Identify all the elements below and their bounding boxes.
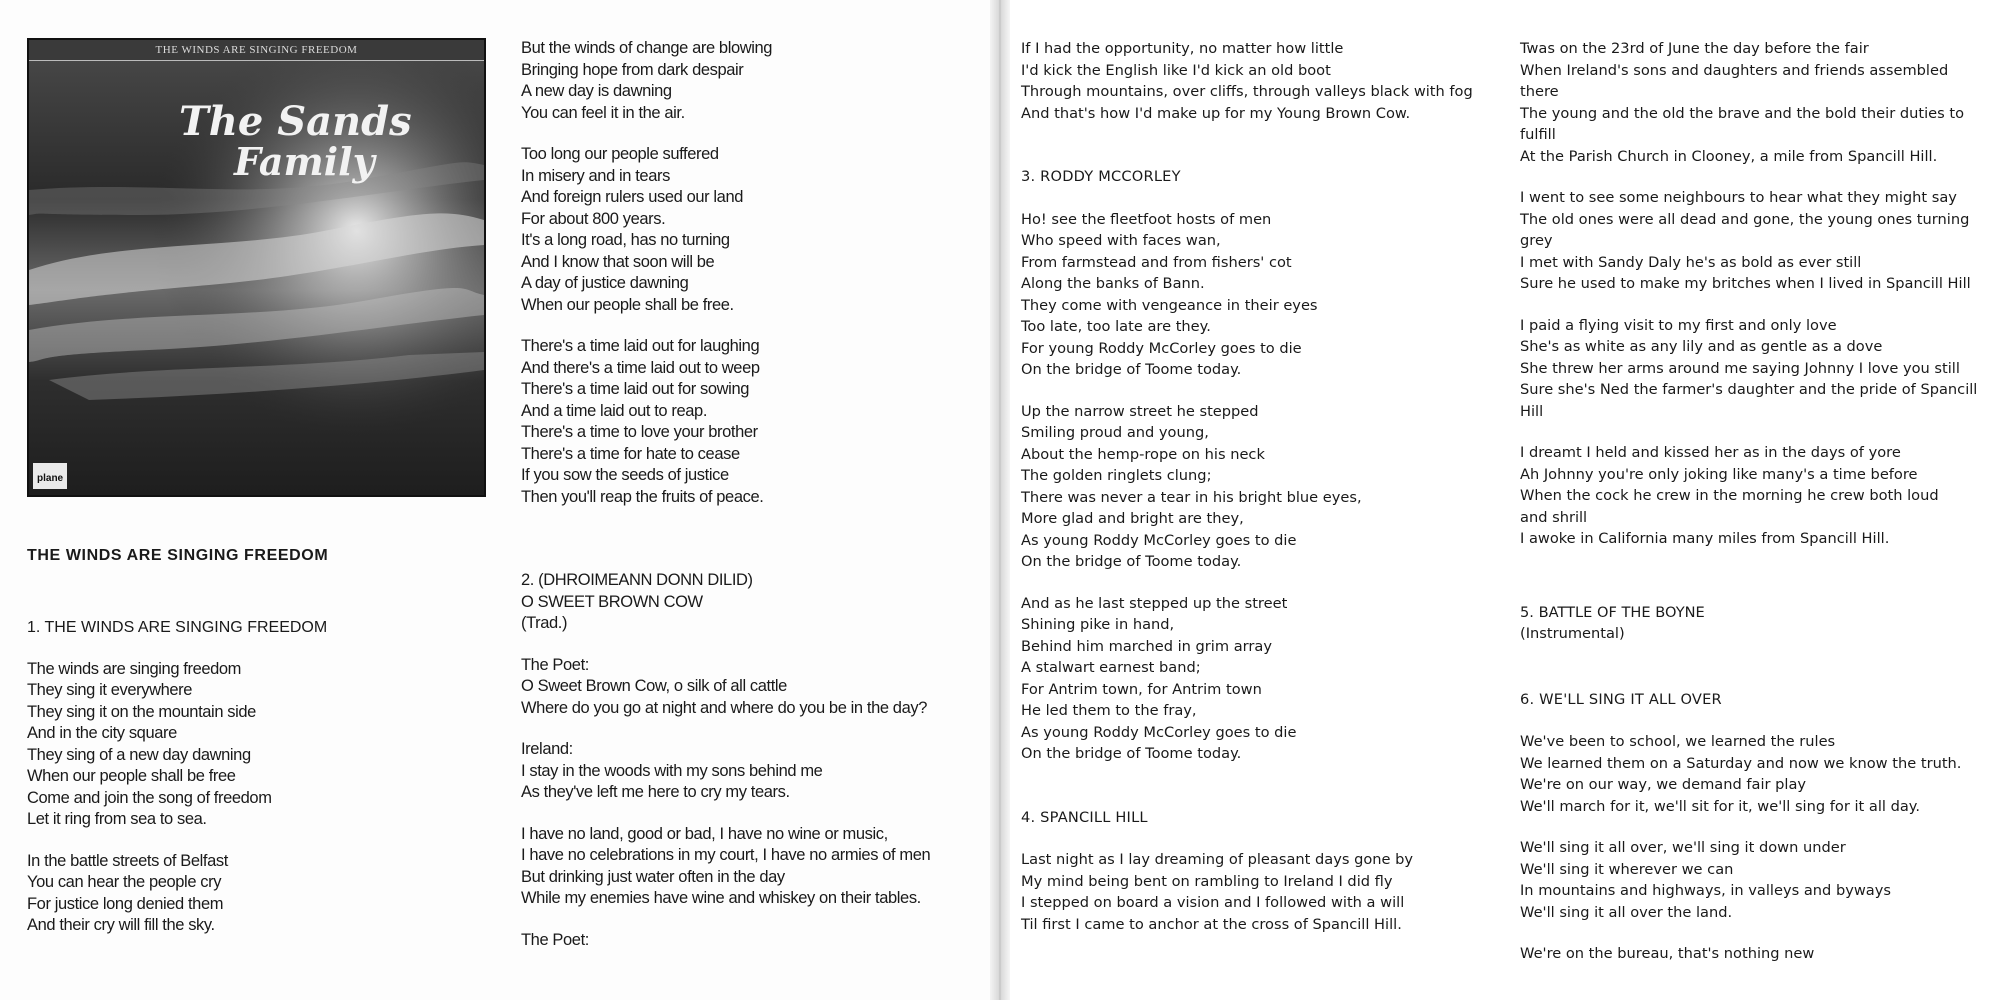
lyric-line: When our people shall be free. bbox=[521, 295, 734, 314]
lyric-line: As they've left me here to cry my tears. bbox=[521, 783, 790, 801]
lyric-line: And a time laid out to reap. bbox=[521, 401, 708, 420]
lyric-line: Let it ring from sea to sea. bbox=[27, 810, 207, 828]
song-title: 4. SPANCILL HILL bbox=[1021, 808, 1148, 826]
lyric-line: I awoke in California many miles from Spancill Hill. bbox=[1520, 530, 1890, 547]
lyric-line: The old ones were all dead and gone, the young ones turning bbox=[1520, 210, 1970, 228]
lyric-line: As young Roddy McCorley goes to die bbox=[1021, 531, 1297, 549]
lyric-line: He led them to the fray, bbox=[1021, 702, 1197, 719]
song-title-line: O SWEET BROWN COW bbox=[521, 592, 703, 611]
lyric-line: In mountains and highways, in valleys and byways bbox=[1520, 882, 1891, 899]
song-title: 3. RODDY MCCORLEY bbox=[1021, 168, 1181, 185]
lyric-line: Smiling proud and young, bbox=[1021, 424, 1209, 441]
song-title bbox=[1520, 602, 1990, 645]
lyric-line: As young Roddy McCorley goes to die bbox=[1021, 723, 1297, 741]
cover-logo-line1: The Sands bbox=[179, 98, 412, 145]
lyric-line: They come with vengeance in their eyes bbox=[1021, 296, 1318, 314]
lyric-line: My mind being bent on rambling to Ireland I did fly bbox=[1021, 872, 1393, 890]
cover-logo-line2: Family bbox=[234, 139, 375, 184]
stanza bbox=[521, 336, 991, 508]
stanza bbox=[1021, 38, 1501, 124]
lyric-line: When our people shall be free bbox=[27, 767, 236, 785]
lyric-line: I dreamt I held and kissed her as in the days of yore bbox=[1520, 444, 1901, 461]
lyric-line: On the bridge of Toome today. bbox=[1021, 361, 1242, 378]
lyric-line: And there's a time laid out to weep bbox=[521, 358, 760, 377]
lyric-line: A stalwart earnest band; bbox=[1021, 659, 1201, 676]
lyric-line: Sure she's Ned the farmer's daughter and the pride of Spancill bbox=[1520, 381, 1978, 398]
lyric-line: And foreign rulers used our land bbox=[521, 188, 744, 206]
lyric-line: And in the city square bbox=[27, 724, 177, 742]
lyric-line: On the bridge of Toome today. bbox=[1021, 745, 1242, 762]
stanza bbox=[521, 930, 991, 952]
lyric-line: We'll sing it all over, we'll sing it down under bbox=[1520, 839, 1846, 856]
lyric-line: grey bbox=[1520, 232, 1553, 249]
stanza bbox=[27, 659, 497, 831]
lyric-line: For young Roddy McCorley goes to die bbox=[1021, 339, 1302, 357]
lyric-line: In the battle streets of Belfast bbox=[27, 851, 228, 870]
lyric-line: Shining pike in hand, bbox=[1021, 616, 1175, 633]
lyric-line: Til first I came to anchor at the cross of Spancill Hill. bbox=[1021, 915, 1402, 933]
booklet-spine bbox=[990, 0, 1010, 1000]
lyric-line: For justice long denied them bbox=[27, 894, 224, 913]
lyric-line: Ho! see the fleetfoot hosts of men bbox=[1021, 210, 1272, 228]
lyric-line: Twas on the 23rd of June the day before the fair bbox=[1520, 40, 1869, 57]
lyric-line: We learned them on a Saturday and now we know the truth. bbox=[1520, 754, 1962, 772]
lyric-line: Who speed with faces wan, bbox=[1021, 232, 1221, 249]
lyric-line: Come and join the song of freedom bbox=[27, 788, 272, 807]
lyric-line: and shrill bbox=[1520, 508, 1588, 526]
lyric-line: They sing it everywhere bbox=[27, 681, 193, 699]
lyric-line: Last night as I lay dreaming of pleasant days gone by bbox=[1021, 851, 1414, 868]
song-title-line: 2. (DHROIMEANN DONN DILID) bbox=[521, 571, 753, 589]
stanza bbox=[1520, 187, 1990, 295]
lyric-line: We'll march for it, we'll sit for it, we'll sing for it all day. bbox=[1520, 797, 1920, 815]
lyric-line: Where do you go at night and where do you be in the day? bbox=[521, 698, 927, 717]
lyric-line: I stepped on board a vision and I followed with a will bbox=[1021, 894, 1405, 911]
lyric-line: there bbox=[1520, 83, 1559, 100]
lyric-line: You can feel it in the air. bbox=[521, 103, 685, 122]
column-1 bbox=[27, 38, 497, 957]
lyric-line: Bringing hope from dark despair bbox=[521, 60, 744, 79]
speaker-label: Ireland: bbox=[521, 740, 573, 758]
lyric-line: We're on the bureau, that's nothing new bbox=[1520, 945, 1815, 962]
lyric-line: A new day is dawning bbox=[521, 82, 672, 100]
stanza bbox=[1520, 943, 1990, 965]
lyric-line: The winds are singing freedom bbox=[27, 659, 242, 678]
lyric-line: If I had the opportunity, no matter how little bbox=[1021, 40, 1344, 57]
stanza bbox=[1520, 837, 1990, 923]
lyric-line: I paid a flying visit to my first and only love bbox=[1520, 316, 1837, 334]
lyric-line: She threw her arms around me saying Johnny I love you still bbox=[1520, 359, 1960, 377]
stanza bbox=[1520, 731, 1990, 817]
lyric-line: When Ireland's sons and daughters and friends assembled bbox=[1520, 61, 1949, 79]
album-cover bbox=[27, 38, 486, 497]
stanza bbox=[521, 38, 991, 124]
lyric-line: We'll sing it all over the land. bbox=[1520, 903, 1733, 921]
lyric-line: From farmstead and from fishers' cot bbox=[1021, 253, 1292, 271]
lyric-line: While my enemies have wine and whiskey on their tables. bbox=[521, 889, 921, 907]
lyric-line: They sing of a new day dawning bbox=[27, 745, 251, 764]
stanza bbox=[521, 824, 991, 910]
lyric-line: And as he last stepped up the street bbox=[1021, 594, 1288, 612]
speaker-label: The Poet: bbox=[521, 930, 589, 949]
stanza bbox=[521, 739, 991, 804]
cover-band-title: THE WINDS ARE SINGING FREEDOM bbox=[29, 40, 484, 61]
stanza bbox=[1021, 209, 1501, 381]
lyric-line: But the winds of change are blowing bbox=[521, 39, 773, 57]
lyric-line: Too late, too late are they. bbox=[1021, 318, 1211, 335]
stanza bbox=[1520, 315, 1990, 423]
lyric-line: And that's how I'd make up for my Young Brown Cow. bbox=[1021, 104, 1411, 122]
speaker-label: The Poet: bbox=[521, 655, 589, 674]
lyric-line: When the cock he crew in the morning he crew both loud bbox=[1520, 487, 1939, 504]
stanza bbox=[521, 655, 991, 720]
lyric-line: If you sow the seeds of justice bbox=[521, 466, 729, 484]
column-4 bbox=[1520, 38, 1990, 985]
lyric-line: There's a time for hate to cease bbox=[521, 444, 740, 463]
lyric-line: You can hear the people cry bbox=[27, 873, 222, 891]
song-title-line: 5. BATTLE OF THE BOYNE bbox=[1520, 603, 1705, 621]
lyric-line: And their cry will fill the sky. bbox=[27, 916, 215, 934]
column-2 bbox=[521, 38, 991, 971]
lyric-line: A day of justice dawning bbox=[521, 274, 689, 292]
stanza bbox=[1520, 442, 1990, 550]
lyric-line: Sure he used to make my britches when I lived in Spancill Hill bbox=[1520, 275, 1971, 292]
lyric-line: I have no land, good or bad, I have no wine or music, bbox=[521, 824, 888, 843]
lyric-line: I have no celebrations in my court, I have no armies of men bbox=[521, 846, 931, 864]
lyric-line: The young and the old the brave and the bold their duties to bbox=[1520, 104, 1965, 122]
lyric-line: It's a long road, has no turning bbox=[521, 231, 730, 249]
song-title bbox=[521, 570, 991, 635]
album-title: THE WINDS ARE SINGING FREEDOM bbox=[27, 547, 329, 564]
lyric-line: There's a time to love your brother bbox=[521, 423, 758, 441]
lyric-line: There's a time laid out for sowing bbox=[521, 380, 749, 398]
stanza bbox=[1021, 401, 1501, 573]
cover-sky-image bbox=[29, 40, 484, 495]
lyric-line: Behind him marched in grim array bbox=[1021, 637, 1272, 655]
lyric-line: Through mountains, over cliffs, through valleys black with fog bbox=[1021, 83, 1473, 100]
lyric-line: At the Parish Church in Clooney, a mile from Spancill Hill. bbox=[1520, 147, 1938, 165]
lyric-line: And I know that soon will be bbox=[521, 252, 715, 271]
song-title-line: (Instrumental) bbox=[1520, 625, 1625, 642]
lyric-line: They sing it on the mountain side bbox=[27, 702, 256, 721]
lyric-line: For Antrim town, for Antrim town bbox=[1021, 680, 1262, 698]
lyric-line: She's as white as any lily and as gentle as a dove bbox=[1520, 338, 1883, 355]
lyric-line: Ah Johnny you're only joking like many's a time before bbox=[1520, 465, 1918, 483]
lyric-line: I met with Sandy Daly he's as bold as ever still bbox=[1520, 253, 1862, 271]
lyric-line: More glad and bright are they, bbox=[1021, 510, 1244, 527]
stanza bbox=[521, 144, 991, 316]
lyric-line: I stay in the woods with my sons behind me bbox=[521, 761, 823, 780]
lyric-line: We've been to school, we learned the rules bbox=[1520, 733, 1836, 750]
lyric-line: I went to see some neighbours to hear what they might say bbox=[1520, 189, 1957, 206]
lyric-line: The golden ringlets clung; bbox=[1021, 467, 1212, 484]
song-title-line: (Trad.) bbox=[521, 614, 568, 632]
stanza bbox=[1021, 593, 1501, 765]
lyric-line: In misery and in tears bbox=[521, 166, 670, 185]
lyric-line: Then you'll reap the fruits of peace. bbox=[521, 487, 764, 506]
lyric-line: We'll sing it wherever we can bbox=[1520, 860, 1734, 878]
lyric-line: O Sweet Brown Cow, o silk of all cattle bbox=[521, 677, 787, 695]
lyric-line: Up the narrow street he stepped bbox=[1021, 402, 1259, 420]
song-title: 1. THE WINDS ARE SINGING FREEDOM bbox=[27, 619, 328, 636]
lyric-line: Too long our people suffered bbox=[521, 145, 719, 163]
lyric-line: Hill bbox=[1520, 402, 1544, 420]
lyric-line: On the bridge of Toome today. bbox=[1021, 553, 1242, 570]
lyric-line: There's a time laid out for laughing bbox=[521, 337, 760, 355]
stanza bbox=[1520, 38, 1990, 167]
song-title: 6. WE'LL SING IT ALL OVER bbox=[1520, 690, 1722, 708]
label-logo: plane bbox=[37, 473, 64, 484]
lyric-line: But drinking just water often in the day bbox=[521, 867, 785, 886]
stanza bbox=[1021, 849, 1501, 935]
stanza bbox=[27, 851, 497, 937]
lyric-line: About the hemp-rope on his neck bbox=[1021, 445, 1265, 463]
lyric-line: There was never a tear in his bright blue eyes, bbox=[1021, 488, 1362, 506]
lyric-line: We're on our way, we demand fair play bbox=[1520, 776, 1807, 793]
lyric-line: For about 800 years. bbox=[521, 209, 666, 228]
lyric-line: I'd kick the English like I'd kick an old boot bbox=[1021, 61, 1331, 79]
lyric-line: Along the banks of Bann. bbox=[1021, 275, 1205, 292]
column-3 bbox=[1021, 38, 1501, 955]
lyric-line: fulfill bbox=[1520, 126, 1556, 143]
